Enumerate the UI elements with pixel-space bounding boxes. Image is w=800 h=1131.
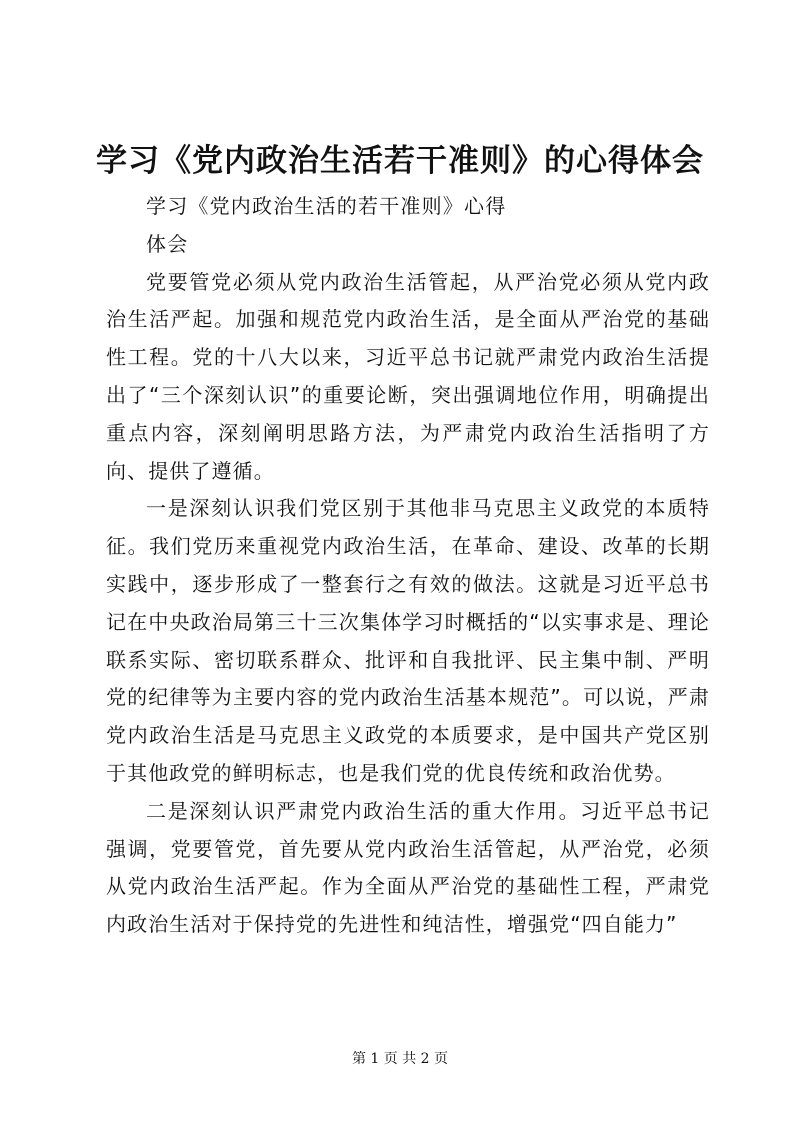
subtitle-line-2: 体会	[146, 231, 189, 256]
page-footer: 第 1 页 共 2 页	[351, 1051, 449, 1067]
document-body	[106, 188, 710, 944]
document-title: 学习《党内政治生活若干准则》的心得体会	[96, 143, 704, 179]
paragraph-3: 二是深刻认识严肃党内政治生活的重大作用。习近平总书记强调，党要管党，首先要从党内政治生活管起，从严治党，必须从党内政治生活严起。作为全面从严治党的基础性工程，严肃党内政治生活对于保持党的先进性和纯洁性，增强党“四自能力”	[106, 798, 710, 937]
paragraph-1: 党要管党必须从党内政治生活管起，从严治党必须从党内政治生活严起。加强和规范党内政治生活，是全面从严治党的基础性工程。党的十八大以来，习近平总书记就严肃党内政治生活提出了“三个深刻认识”的重要论断，突出强调地位作用，明确提出重点内容，深刻阐明思路方法，为严肃党内政治生活指明了方向、提供了遵循。	[106, 269, 710, 483]
subtitle-line-1: 学习《党内政治生活的若干准则》心得	[146, 194, 507, 218]
paragraph-2: 一是深刻认识我们党区别于其他非马克思主义政党的本质特征。我们党历来重视党内政治生活，在革命、建设、改革的长期实践中，逐步形成了一整套行之有效的做法。这就是习近平总书记在中央政治局第三十三次集体学习时概括的“以实事求是、理论联系实际、密切联系群众、批评和自我批评、民主集中制、严明党的纪律等为主要内容的党内政治生活基本规范”。可以说，严肃党内政治生活是马克思主义政党的本质要求，是中国共产党区别于其他政党的鲜明标志，也是我们党的优良传统和政治优势。	[106, 496, 710, 785]
